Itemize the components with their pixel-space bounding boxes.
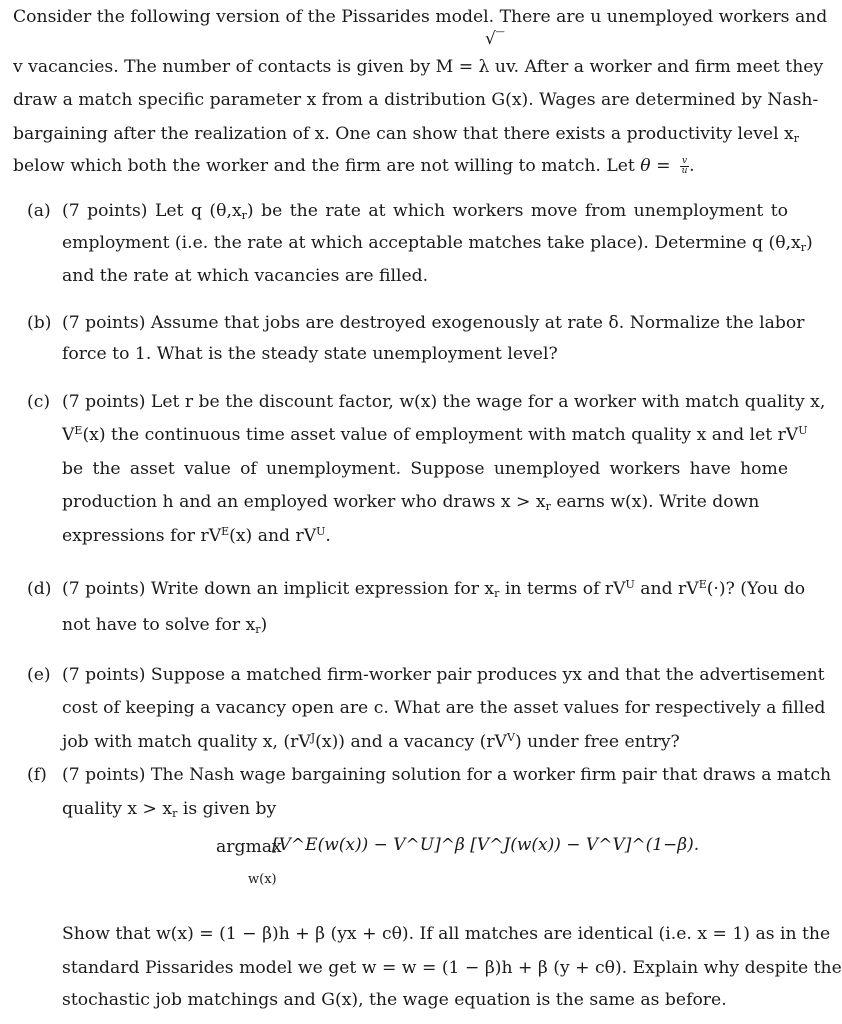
part-e-l3-a: job with match quality x, (rV: [62, 732, 311, 752]
part-a-l1-text: (7 points) Let q (θ,x: [62, 201, 242, 221]
intro-line-2: v vacancies. The number of contacts is given by M = λ uv. After a worker and firm meet they: [13, 57, 824, 77]
intro-line-5: [13, 155, 789, 177]
part-b-line-1: (7 points) Assume that jobs are destroyed exogenously at rate δ. Normalize the labor: [62, 313, 805, 333]
part-d-l1-b: in terms of rV: [499, 579, 626, 599]
part-e-l3-sup: J: [310, 731, 316, 744]
argmax-subscript: w(x): [248, 872, 277, 887]
part-c-l5-b: (x) and rV: [229, 526, 317, 546]
part-c-line-4: [62, 491, 788, 513]
part-f-show-line-3: stochastic job matchings and G(x), the wage equation is the same as before.: [62, 990, 727, 1010]
part-d-l1-c: and rV: [634, 579, 699, 599]
part-a-line-3: and the rate at which vacancies are filled.: [62, 266, 429, 286]
part-d-l1-sup: U: [625, 578, 635, 591]
part-a-l2-text: employment (i.e. the rate at which acceptable matches take place). Determine q (θ,x: [62, 233, 801, 253]
part-a-line-2: [62, 232, 813, 254]
part-f-l2-sub: r: [172, 807, 178, 820]
intro-line-5-text: below which both the worker and the firm are not willing to match. Let: [13, 156, 635, 176]
part-f-show-line-1: Show that w(x) = (1 − β)h + β (yx + cθ). If all matches are identical (i.e. x = 1) as in the: [62, 924, 831, 944]
part-f-l2-b: is given by: [177, 799, 277, 819]
part-f-l2-a: quality x > x: [62, 799, 173, 819]
intro-line-4-sub: r: [793, 132, 800, 145]
theta-fraction: [680, 157, 689, 176]
part-c-l2-sup2: U: [798, 424, 808, 437]
part-c-line-3: be the asset value of unemployment. Suppose unemployed workers have home: [62, 459, 788, 479]
part-b-line-2: force to 1. What is the steady state unemployment level?: [62, 344, 558, 364]
part-d-l2-b: ): [260, 615, 268, 635]
part-e-label: (e): [27, 665, 51, 685]
fraction-denominator: u: [681, 166, 688, 176]
part-c-l2-a: V: [62, 425, 75, 445]
sqrt-symbol: √‾: [485, 29, 505, 49]
part-c-line-2: [62, 424, 808, 446]
intro-line-4-text: bargaining after the realization of x. One can show that there exists a productivity level x: [13, 124, 794, 144]
part-a-l2-end: ): [806, 233, 813, 253]
part-c-l5-sup2: U: [316, 525, 326, 538]
part-f-line-2: [62, 798, 788, 820]
intro-line-3: draw a match specific parameter x from a distribution G(x). Wages are determined by Nash-: [13, 90, 819, 110]
part-c-l5-sup: E: [221, 525, 230, 538]
nash-bargaining-formula: [V^E(w(x)) − V^U]^β [V^J(w(x)) − V^V]^(1−β).: [272, 835, 700, 855]
part-c-line-1: (7 points) Let r be the discount factor, w(x) the wage for a worker with match quality x,: [62, 392, 826, 412]
part-c-l5-a: expressions for rV: [62, 526, 222, 546]
intro-line-5-end: .: [689, 156, 695, 176]
part-b-label: (b): [27, 313, 52, 333]
part-c-l2-sup: E: [74, 424, 83, 437]
part-a-l1-end: ) be the rate at which workers move from unemployment to: [246, 201, 788, 221]
part-c-l2-b: (x) the continuous time asset value of employment with match quality x and let rV: [82, 425, 799, 445]
part-c-l4-sub: r: [545, 500, 551, 513]
part-e-l3-sup2: V: [506, 731, 515, 744]
part-f-show-line-2: standard Pissarides model we get w = w = (1 − β)h + β (y + cθ). Explain why despite the: [62, 958, 842, 978]
part-c-line-5: [62, 525, 788, 547]
part-a-line-1: [62, 200, 788, 222]
part-d-l1-sup2: E: [698, 578, 707, 591]
intro-line-1: Consider the following version of the Pissarides model. There are u unemployed workers and: [13, 7, 828, 27]
part-e-line-3: [62, 731, 788, 753]
intro-line-4: [13, 123, 800, 145]
part-d-l1-sub: r: [494, 587, 500, 600]
part-d-l2-sub: r: [255, 623, 261, 636]
part-a-label: (a): [27, 201, 51, 221]
part-c-l5-end: .: [325, 526, 331, 546]
part-c-l4-b: earns w(x). Write down: [550, 492, 760, 512]
part-d-line-1: [62, 578, 806, 600]
part-d-l2-a: not have to solve for x: [62, 615, 256, 635]
part-e-line-2: cost of keeping a vacancy open are c. What are the asset values for respectively a filled: [62, 698, 826, 718]
theta-equals: θ =: [640, 156, 671, 176]
argmax-operator: argmax: [216, 837, 282, 857]
part-e-line-1: (7 points) Suppose a matched firm-worker pair produces yx and that the advertisement: [62, 665, 825, 685]
part-d-l1-d: (·)? (You do: [706, 579, 806, 599]
part-f-label: (f): [27, 765, 47, 785]
part-e-l3-c: ) under free entry?: [514, 732, 680, 752]
part-a-l1-sub: r: [241, 209, 247, 222]
part-d-label: (d): [27, 579, 52, 599]
fraction-numerator: v: [681, 156, 688, 166]
part-f-line-1: (7 points) The Nash wage bargaining solution for a worker firm pair that draws a match: [62, 765, 832, 785]
part-c-label: (c): [27, 392, 51, 412]
part-a-l2-sub: r: [800, 241, 807, 254]
part-d-line-2: [62, 614, 788, 636]
part-c-l4-a: production h and an employed worker who draws x > x: [62, 492, 546, 512]
part-e-l3-b: (x)) and a vacancy (rV: [315, 732, 507, 752]
part-d-l1-a: (7 points) Write down an implicit expression for x: [62, 579, 495, 599]
